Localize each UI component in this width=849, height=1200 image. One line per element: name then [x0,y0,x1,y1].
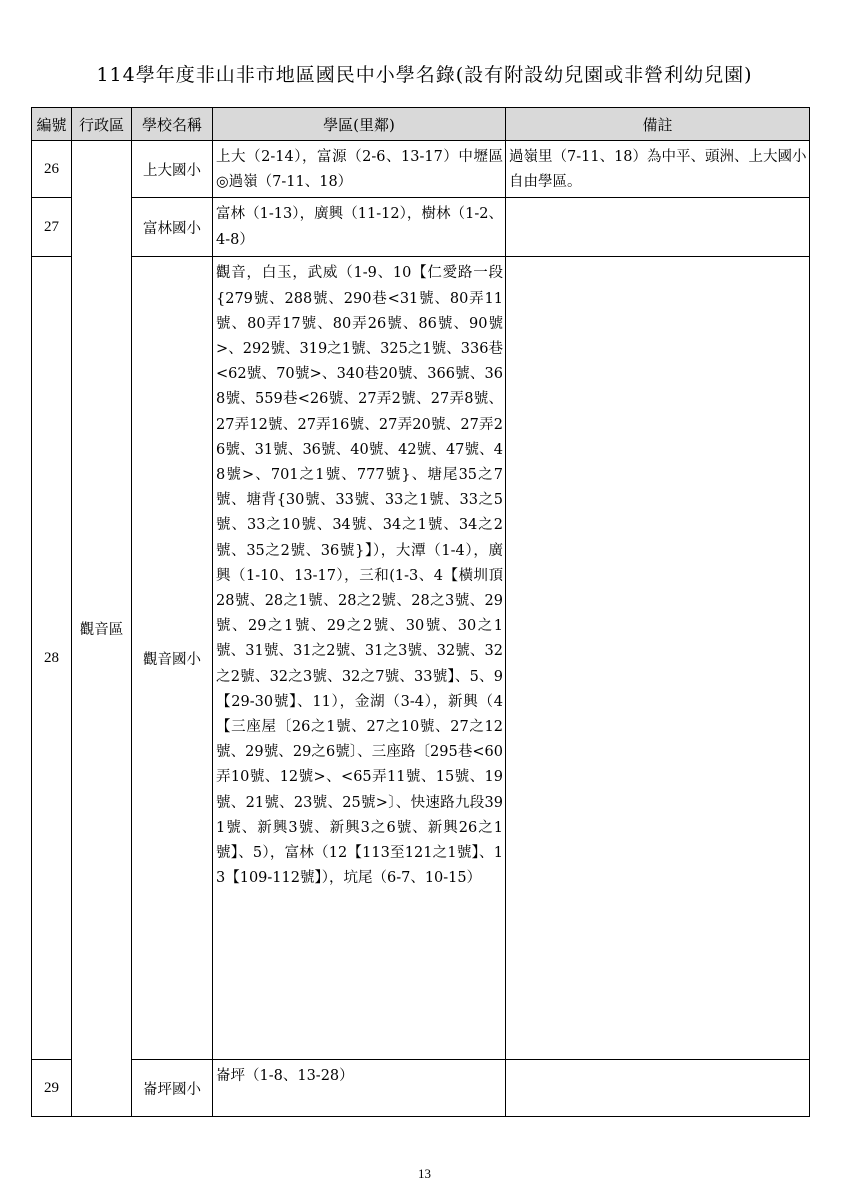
school-name: 富林國小 [132,198,213,257]
table-row [32,198,810,257]
school-table [31,107,810,1117]
school-zone: 上大（2-14），富源（2-6、13-17）中壢區 ◎過嶺（7-11、18） [213,141,506,198]
remarks-cell [506,1060,810,1117]
row-number: 27 [32,198,72,257]
header-zone: 學區(里鄰) [213,108,506,141]
remarks-cell: 過嶺里（7-11、18）為中平、頭洲、上大國小自由學區。 [506,141,810,198]
school-zone: 富林（1-13），廣興（11-12），樹林（1-2、4-8） [213,198,506,257]
school-zone: 觀音，白玉，武威（1-9、10【仁愛路一段{279號、288號、290巷<31號、80弄11號、80弄17號、80弄26號、86號、90號>、292號、319之1號、325之1號、336巷<62號、70號>、340巷20號、366號、368號、559巷<26號、27弄2號、27弄8號、27弄12號、27弄16號、27弄20號、27弄26號、31號、36號、40號、42號、47號、48號>、701之1號、777號}、塘尾35之7號、塘背{30號、33號、33之1號、33之5號、33之10號、34號、34之1號、34之2號、35之2號、36號}】），大潭（1-4），廣興（1-10、13-17），三和(1-3、4【橫圳頂28號、28之1號、28之2號、28之3號、29號、29之1號、29之2號、30號、30之1號、31號、31之2號、31之3號、32號、32之2號、32之3號、32之7號、33號】、5、9【29-30號】、11），金湖（3-4），新興（4【三座屋〔26之1號、27之10號、27之12號、29號、29之6號〕、三座路〔295巷<60弄10號、12號>、<65弄11號、15號、19號、21號、23號、25號>〕、快速路九段391號、新興3號、新興3之6號、新興26之1號】、5），富林（12【113至121之1號】、13【109-112號】），坑尾（6-7、10-15） [213,257,506,1060]
document-title: 114學年度非山非市地區國民中小學名錄(設有附設幼兒園或非營利幼兒園) [96,64,753,86]
district-cell: 觀音區 [72,141,132,1117]
row-number: 28 [32,257,72,1060]
school-name: 觀音國小 [132,257,213,1060]
page-number: 13 [418,1166,431,1181]
remarks-cell [506,257,810,1060]
school-name: 崙坪國小 [132,1060,213,1117]
school-zone: 崙坪（1-8、13-28） [213,1060,506,1117]
header-district: 行政區 [72,108,132,141]
header-row [32,108,810,141]
header-remarks: 備註 [506,108,810,141]
table-row [32,257,810,1060]
remarks-cell [506,198,810,257]
school-name: 上大國小 [132,141,213,198]
header-school: 學校名稱 [132,108,213,141]
row-number: 29 [32,1060,72,1117]
table-row [32,141,810,198]
header-number: 編號 [32,108,72,141]
row-number: 26 [32,141,72,198]
table-row [32,1060,810,1117]
